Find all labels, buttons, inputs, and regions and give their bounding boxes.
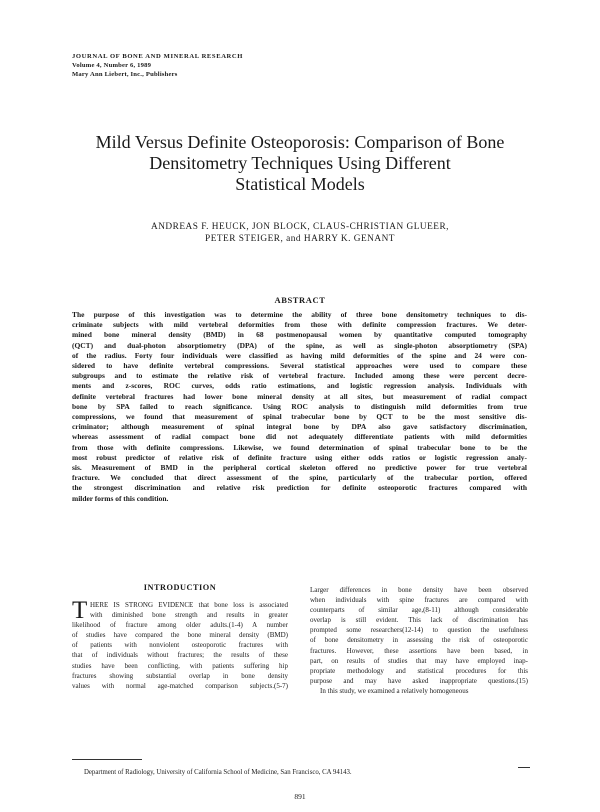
abstract-line: bone by SPA failed to reach significance. Using ROC analysis to distinguish mild deformities from true (72, 401, 527, 411)
title-line: Statistical Models (235, 174, 365, 194)
journal-header (72, 52, 243, 79)
title-line: Densitometry Techniques Using Different (149, 153, 451, 173)
author-list (40, 221, 560, 245)
body-line: HERE IS STRONG EVIDENCE that bone loss is associated (90, 601, 288, 609)
abstract-line: milder forms of this condition. (72, 493, 169, 503)
body-line: of bone densitometry in assessing the risk of osteoporotic (310, 636, 528, 645)
abstract-line: The purpose of this investigation was to determine the ability of three bone densitometry techniques to dis- (72, 310, 527, 319)
journal-volume: Volume 4, Number 6, 1989 (72, 62, 152, 69)
body-line: values with normal age-matched comparison subjects.(5-7) (72, 681, 288, 690)
abstract-line: from those with definite compressions. Likewise, we found determination of spinal trabecular bone to be the (72, 442, 527, 452)
abstract-body (72, 310, 527, 504)
abstract-line: fracture. We concluded that direct assessment of the spine, particularly of the trabecular portion, offered (72, 473, 527, 483)
abstract-line: subgroups and to estimate the relative risk of vertebral fracture. Included among these were percent decre- (72, 371, 527, 381)
introduction-left-column (72, 597, 288, 691)
abstract-line: sidered to have definite vertebral compressions. Several statistical approaches were used to compare these (72, 361, 527, 371)
abstract-line: (QCT) and dual-photon absorptiometry (DPA) of the spine, as well as single-photon absorptiometry (SPA) (72, 340, 527, 350)
affiliation-footnote: Department of Radiology, University of California School of Medicine, San Francisco, CA 94143. (84, 769, 352, 776)
abstract-line: compressions, we found that measurement of spinal trabecular bone by QCT to be the most sensitive dis- (72, 412, 527, 422)
drop-cap: T (72, 597, 88, 624)
body-line: purpose and may have asked inappropriate questions.(15) (310, 676, 528, 685)
body-line: studies have been conflicting, with patients suffering hip (72, 661, 288, 670)
body-line: when individuals with spine fractures are compared with (310, 596, 528, 605)
abstract-line: the strongest discrimination and relative risk prediction for definite osteoporotic fractures compared with (72, 483, 527, 493)
authors-line: ANDREAS F. HEUCK, JON BLOCK, CLAUS-CHRISTIAN GLUEER, (151, 222, 449, 232)
abstract-line: ments and z-scores, ROC curves, odds ratio estimations, and logistic regression analysis. Individuals with (72, 381, 527, 391)
column-end-rule (518, 767, 530, 768)
abstract-line: whereas assessment of radial compact bone did not adequately differentiate patients with mild deformities (72, 432, 527, 442)
abstract-line: criminator; although measurement of spinal integral bone by DPA also gave satisfactory discrimination, (72, 422, 527, 432)
body-line: fractures showing substantial overlap in bone density (72, 671, 288, 680)
body-line: overlap is still evident. This lack of discrimination has (310, 616, 528, 625)
body-line: counterparts of similar age,(8-11) although considerable (310, 606, 528, 615)
body-line: of studies have compared the bone mineral density (BMD) (72, 631, 288, 640)
abstract-line: most robust predictor of relative risk of definite fracture using either odds ratios or logistic regression analy- (72, 452, 527, 462)
abstract-line: of the radius. Forty four individuals were classified as having mild deformities of the spine and 24 were con- (72, 350, 527, 360)
page-number: 891 (294, 792, 306, 801)
introduction-heading: INTRODUCTION (143, 583, 217, 592)
abstract-line: mined bone mineral density (BMD) in 68 postmenopausal women by quantitative computed tomography (72, 330, 527, 340)
abstract-line: definite vertebral fractures had lower bone mineral density at all sites, but measurement of radial compact (72, 391, 527, 401)
body-line: part, on results of studies that may have employed inap- (310, 656, 528, 665)
body-line: propriate methodology and statistical procedures for this (310, 666, 528, 675)
body-line: prompted some researchers(12-14) to question the usefulness (310, 626, 528, 635)
title-line: Mild Versus Definite Osteoporosis: Comparison of Bone (95, 132, 505, 152)
body-line: likelihood of fracture among older adults.(1-4) A number (72, 621, 288, 630)
abstract-line: criminate subjects with mild vertebral deformities from those with definite compression fractures. We deter- (72, 320, 527, 330)
body-line: Larger differences in bone density have been observed (310, 586, 528, 594)
authors-line: PETER STEIGER, and HARRY K. GENANT (205, 234, 395, 244)
introduction-right-column (310, 585, 528, 696)
body-line: fractures. However, these assertions have been based, in (310, 646, 528, 655)
body-line: with diminished bone strength and results in greater (90, 611, 288, 620)
article-title (40, 132, 560, 195)
abstract-line: sis. Measurement of BMD in the peripheral cortical skeleton offered no predictive power for true vertebral (72, 463, 527, 473)
journal-name: JOURNAL OF BONE AND MINERAL RESEARCH (72, 53, 244, 60)
footnote-rule (72, 759, 142, 760)
abstract-heading: ABSTRACT (274, 295, 326, 305)
body-line: of patients with nonviolent osteoporotic fractures with (72, 641, 288, 650)
journal-publisher: Mary Ann Liebert, Inc., Publishers (72, 71, 178, 78)
body-line: In this study, we examined a relatively homogeneous (320, 686, 469, 695)
body-line: that of individuals without fractures; the results of these (72, 651, 288, 660)
